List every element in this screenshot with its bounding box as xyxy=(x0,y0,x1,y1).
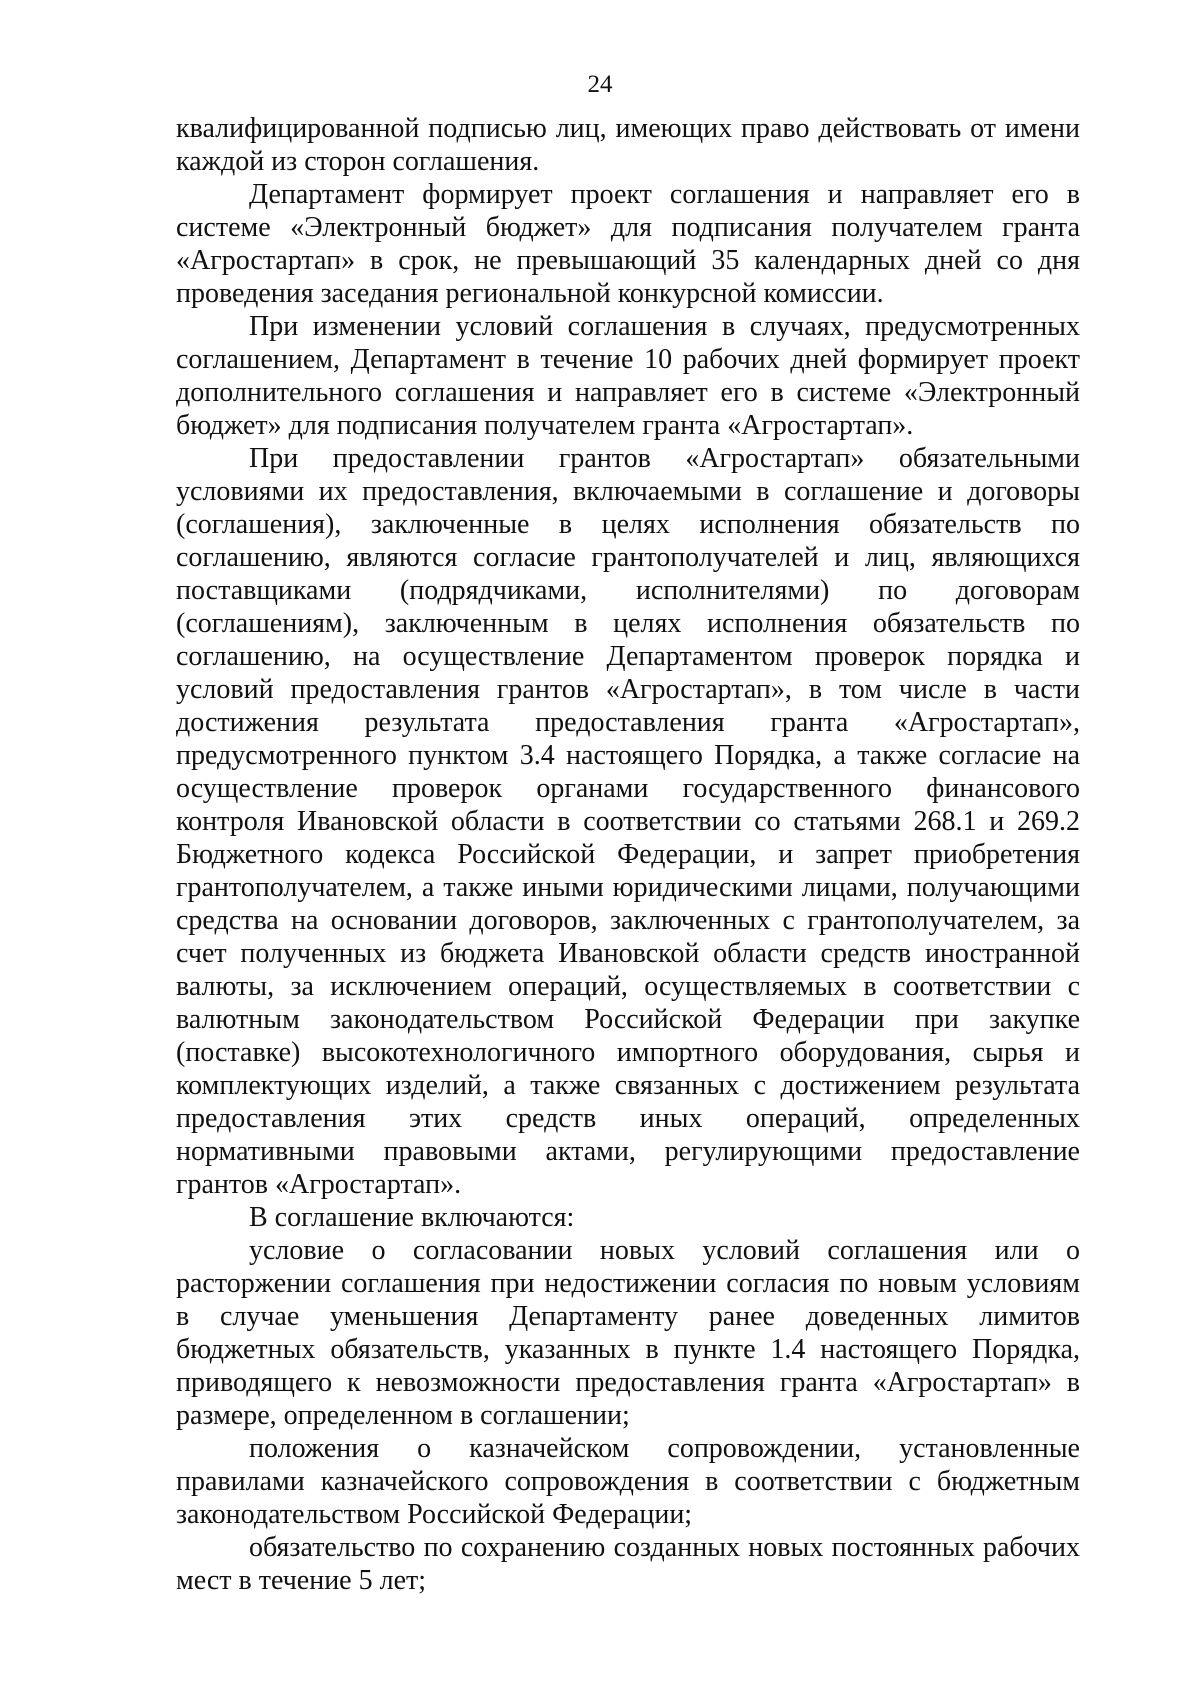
paragraph-continuation: квалифицированной подписью лиц, имеющих право действовать от имени каждой из сторон соглашения. xyxy=(176,113,1080,177)
paragraph-mandatory-conditions: При предоставлении грантов «Агростартап» обязательными условиями их предоставления, включаемыми в соглашение и договоры (соглашения), заключенные в целях исполнения обязательств по соглашению, являются согласие грантополучателей и лиц, являющихся поставщиками (подрядчиками, исполнителями) по договорам (соглашениям), заключенным в целях исполнения обязательств по соглашению, на осуществление Департаментом проверок порядка и условий предоставления грантов «Агростартап», в том числе в части достижения результата предоставления гранта «Агростартап», предусмотренного пунктом 3.4 настоящего Порядка, а также согласие на осуществление проверок органами государственного финансового контроля Ивановской области в соответствии со статьями 268.1 и 269.2 Бюджетного кодекса Российской Федерации, и запрет приобретения грантополучателем, а также иными юридическими лицами, получающими средства на основании договоров, заключенных с грантополучателем, за счет полученных из бюджета Ивановской области средств иностранной валюты, за исключением операций, осуществляемых в соответствии с валютным законодательством Российской Федерации при закупке (поставке) высокотехнологичного импортного оборудования, сырья и комплектующих изделий, а также связанных с достижением результата предоставления этих средств иных операций, определенных нормативными правовыми актами, регулирующими предоставление грантов «Агростартап». xyxy=(176,443,1080,1200)
list-item-job-retention: обязательство по сохранению созданных новых постоянных рабочих мест в течение 5 лет; xyxy=(176,1532,1080,1596)
document-body xyxy=(176,112,1080,1597)
paragraph-agreement-includes: В соглашение включаются: xyxy=(249,1202,575,1233)
list-item-new-conditions: условие о согласовании новых условий соглашения или о расторжении соглашения при недостижении согласия по новым условиям в случае уменьшения Департаменту ранее доведенных лимитов бюджетных обязательств, указанных в пункте 1.4 настоящего Порядка, приводящего к невозможности предоставления гранта «Агростартап» в размере, определенном в соглашении; xyxy=(176,1235,1080,1431)
paragraph-additional-agreement: При изменении условий соглашения в случаях, предусмотренных соглашением, Департамент в течение 10 рабочих дней формирует проект дополнительного соглашения и направляет его в системе «Электронный бюджет» для подписания получателем гранта «Агростартап». xyxy=(176,311,1080,441)
paragraph-project-formation: Департамент формирует проект соглашения и направляет его в системе «Электронный бюджет» для подписания получателем гранта «Агростартап» в срок, не превышающий 35 календарных дней со дня проведения заседания региональной конкурсной комиссии. xyxy=(176,179,1080,309)
page-number: 24 xyxy=(587,71,613,98)
list-item-treasury-support: положения о казначейском сопровождении, установленные правилами казначейского сопровождения в соответствии с бюджетным законодательством Российской Федерации; xyxy=(176,1433,1080,1530)
